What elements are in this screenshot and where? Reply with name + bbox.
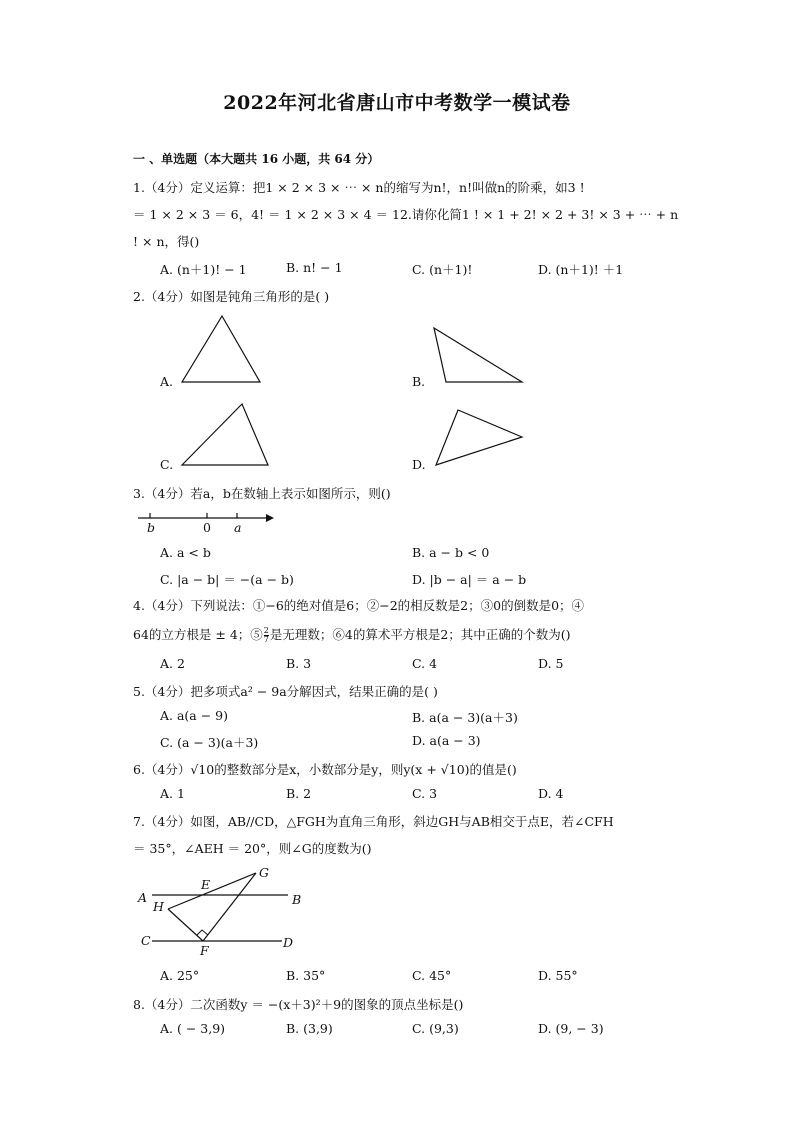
- q6-option-a[interactable]: A. 1: [160, 786, 185, 801]
- q1-option-a[interactable]: A. (n＋1)! − 1: [160, 262, 247, 277]
- q7-option-a[interactable]: A. 25°: [160, 968, 200, 983]
- q8-option-c[interactable]: C. (9,3): [412, 1021, 459, 1036]
- point-label-g: G: [259, 865, 269, 880]
- axis-label-0: 0: [203, 520, 211, 535]
- q7-line2: ＝ 35°，∠AEH ＝ 20°，则∠G的度数为(): [133, 841, 372, 856]
- q2-label-d[interactable]: D.: [412, 457, 426, 472]
- q6-option-c[interactable]: C. 3: [412, 786, 438, 801]
- q7-option-c[interactable]: C. 45°: [412, 968, 452, 983]
- right-angle-icon: [197, 930, 208, 935]
- point-label-c: C: [141, 933, 151, 948]
- q2-label-a[interactable]: A.: [160, 374, 174, 389]
- q5-option-b[interactable]: B. a(a − 3)(a＋3): [412, 710, 518, 725]
- q2-label-c[interactable]: C.: [160, 457, 174, 472]
- q3-option-c[interactable]: C. |a − b| ＝ −(a − b): [160, 572, 294, 587]
- q4-line1: 4.（4分）下列说法：①−6的绝对值是6；②−2的相反数是2；③0的倒数是0；④: [133, 598, 585, 613]
- q4-line2-start: 64的立方根是 ± 4；⑤: [133, 627, 263, 642]
- q1-option-c[interactable]: C. (n＋1)!: [412, 262, 473, 277]
- point-label-b: B: [292, 892, 302, 907]
- page-title: 2022年河北省唐山市中考数学一模试卷: [223, 92, 571, 114]
- q1-option-d[interactable]: D. (n＋1)! ＋1: [538, 262, 624, 277]
- fraction-numerator: 2: [263, 626, 269, 635]
- q8-option-b[interactable]: B. (3,9): [286, 1021, 333, 1036]
- fraction-denominator: 7: [263, 635, 269, 644]
- axis-label-b: b: [147, 520, 156, 535]
- point-label-d: D: [283, 935, 294, 950]
- segment-hf: [168, 909, 203, 941]
- q8-option-d[interactable]: D. (9, − 3): [538, 1021, 604, 1036]
- q1-option-b[interactable]: B. n! − 1: [286, 260, 343, 275]
- q5-option-d[interactable]: D. a(a − 3): [412, 733, 481, 748]
- q8-option-a[interactable]: A. ( − 3,9): [160, 1021, 226, 1036]
- q2-label-b[interactable]: B.: [412, 374, 426, 389]
- q4-line2-end: 是无理数；⑥4的算术平方根是2；其中正确的个数为(): [269, 627, 571, 642]
- q6-option-b[interactable]: B. 2: [286, 786, 312, 801]
- q6-stem: 6.（4分）√10的整数部分是x，小数部分是y，则y(x + √10)的值是(): [133, 762, 517, 777]
- q1-line1: 1.（4分）定义运算：把1 × 2 × 3 × ⋯ × n的缩写为n!，n!叫做n的阶乘，如3 !: [133, 180, 585, 195]
- section-heading: 一 、单选题（本大题共 16 小题，共 64 分）: [133, 152, 380, 166]
- q3-option-b[interactable]: B. a − b < 0: [412, 545, 490, 560]
- q6-option-d[interactable]: D. 4: [538, 786, 564, 801]
- q1-line2: ＝ 1 × 2 × 3 ＝ 6，4! ＝ 1 × 2 × 3 × 4 ＝ 12.请你化简1 ! × 1 + 2! × 2 + 3! × 3 + ⋯ + n: [133, 207, 679, 222]
- q7-line1: 7.（4分）如图，AB//CD，△FGH为直角三角形，斜边GH与AB相交于点E，若∠CFH: [133, 814, 614, 829]
- q5-stem: 5.（4分）把多项式a² − 9a分解因式，结果正确的是( ): [133, 684, 438, 699]
- q4-option-c[interactable]: C. 4: [412, 656, 438, 671]
- q3-option-d[interactable]: D. |b − a| ＝ a − b: [412, 572, 527, 587]
- q5-option-c[interactable]: C. (a − 3)(a＋3): [160, 735, 259, 750]
- segment-hg: [168, 873, 256, 909]
- q5-option-a[interactable]: A. a(a − 9): [160, 708, 229, 723]
- q4-option-a[interactable]: A. 2: [160, 656, 185, 671]
- q1-line3: ! × n，得(): [133, 234, 200, 249]
- q8-stem: 8.（4分）二次函数y ＝ −(x＋3)²＋9的图象的顶点坐标是(): [133, 997, 464, 1012]
- q4-option-d[interactable]: D. 5: [538, 656, 564, 671]
- q2-stem: 2.（4分）如图是钝角三角形的是( ): [133, 289, 330, 304]
- q7-option-b[interactable]: B. 35°: [286, 968, 326, 983]
- q3-stem: 3.（4分）若a，b在数轴上表示如图所示，则(): [133, 486, 391, 501]
- q7-option-d[interactable]: D. 55°: [538, 968, 578, 983]
- point-label-a: A: [138, 890, 148, 905]
- q3-option-a[interactable]: A. a < b: [160, 545, 211, 560]
- q4-option-b[interactable]: B. 3: [286, 656, 312, 671]
- point-label-e: E: [201, 877, 211, 892]
- point-label-f: F: [200, 943, 209, 958]
- point-label-h: H: [153, 899, 164, 914]
- axis-label-a: a: [234, 520, 242, 535]
